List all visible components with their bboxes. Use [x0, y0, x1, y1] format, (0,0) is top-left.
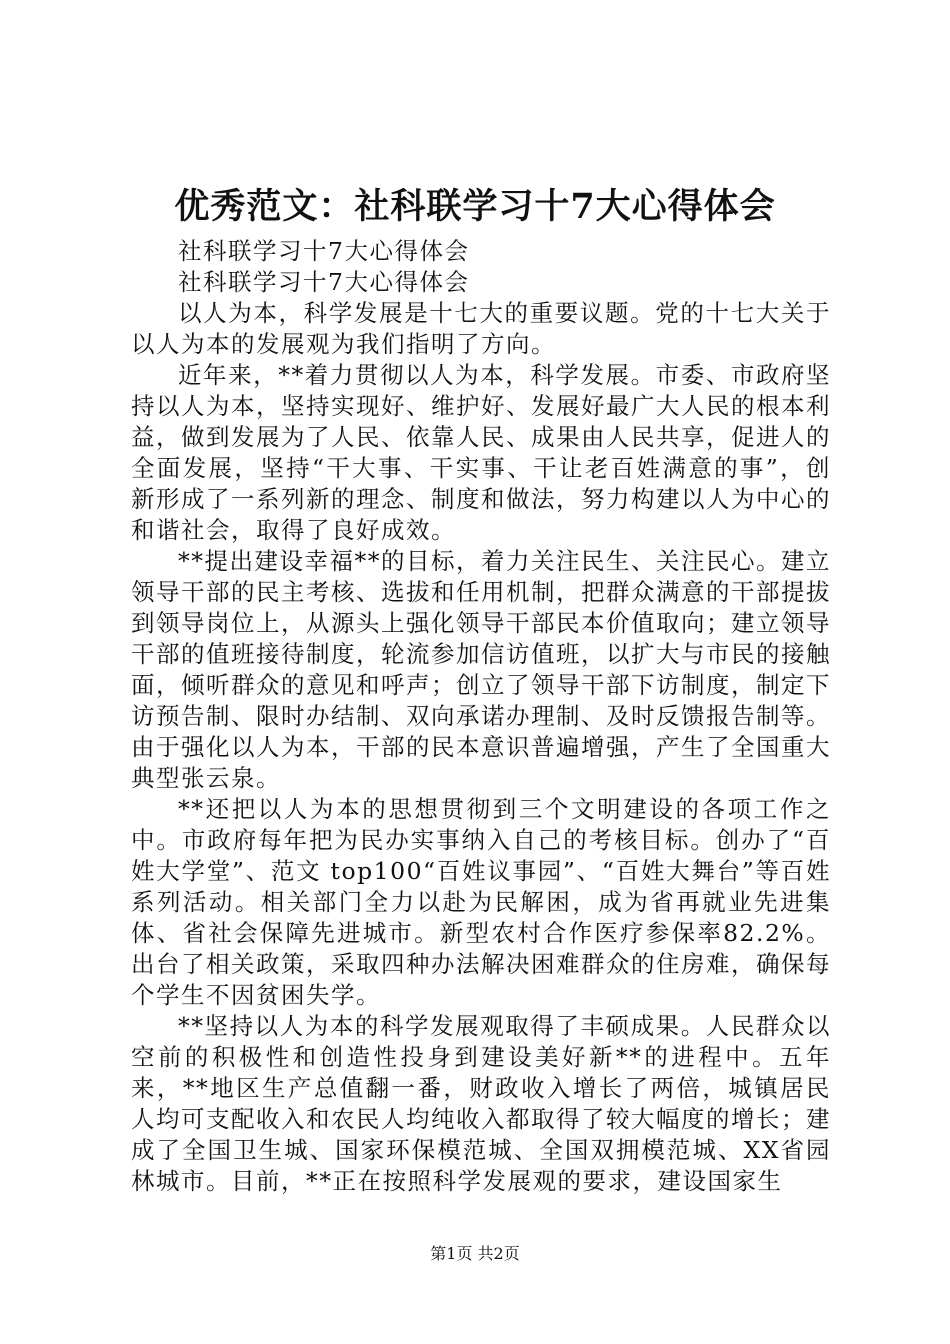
body-paragraph: **还把以人为本的思想贯彻到三个文明建设的各项工作之中。市政府每年把为民办实事纳入自己的考核目标。创办了“百姓大学堂”、范文 top100“百姓议事园”、“百姓大舞台”等百姓系列活动。相关部门全力以赴为民解困，成为省再就业先进集体、省社会保障先进城市。新型农村合作医疗参保率82.2%。出台了相关政策，采取四种办法解决困难群众的住房难，确保每个学生不因贫困失学。 [131, 795, 831, 1009]
document-title: 优秀范文：社科联学习十7大心得体会 [174, 186, 776, 227]
document-body [131, 236, 831, 1197]
body-paragraph: **提出建设幸福**的目标，着力关注民生、关注民心。建立领导干部的民主考核、选拔和任用机制，把群众满意的干部提拔到领导岗位上，从源头上强化领导干部民本价值取向；建立领导干部的值班接待制度，轮流参加信访值班，以扩大与市民的接触面，倾听群众的意见和呼声；创立了领导干部下访制度，制定下访预告制、限时办结制、双向承诺办理制、及时反馈报告制等。由于强化以人为本，干部的民本意识普遍增强，产生了全国重大典型张云泉。 [131, 547, 831, 792]
subtitle-line: 社科联学习十7大心得体会 [178, 237, 470, 265]
page-footer: 第1页 共2页 [430, 1244, 520, 1263]
body-paragraph: 以人为本，科学发展是十七大的重要议题。党的十七大关于以人为本的发展观为我们指明了方向。 [131, 299, 831, 358]
subtitle-line: 社科联学习十7大心得体会 [178, 268, 470, 296]
body-paragraph: **坚持以人为本的科学发展观取得了丰硕成果。人民群众以空前的积极性和创造性投身到建设美好新**的进程中。五年来，**地区生产总值翻一番，财政收入增长了两倍，城镇居民人均可支配收入和农民人均纯收入都取得了较大幅度的增长；建成了全国卫生城、国家环保模范城、全国双拥模范城、XX省园林城市。目前，**正在按照科学发展观的要求，建设国家生 [131, 1012, 831, 1195]
body-paragraph: 近年来，**着力贯彻以人为本，科学发展。市委、市政府坚持以人为本，坚持实现好、维护好、发展好最广大人民的根本利益，做到发展为了人民、依靠人民、成果由人民共享，促进人的全面发展，坚持“干大事、干实事、干让老百姓满意的事”，创新形成了一系列新的理念、制度和做法，努力构建以人为中心的和谐社会，取得了良好成效。 [131, 361, 831, 544]
